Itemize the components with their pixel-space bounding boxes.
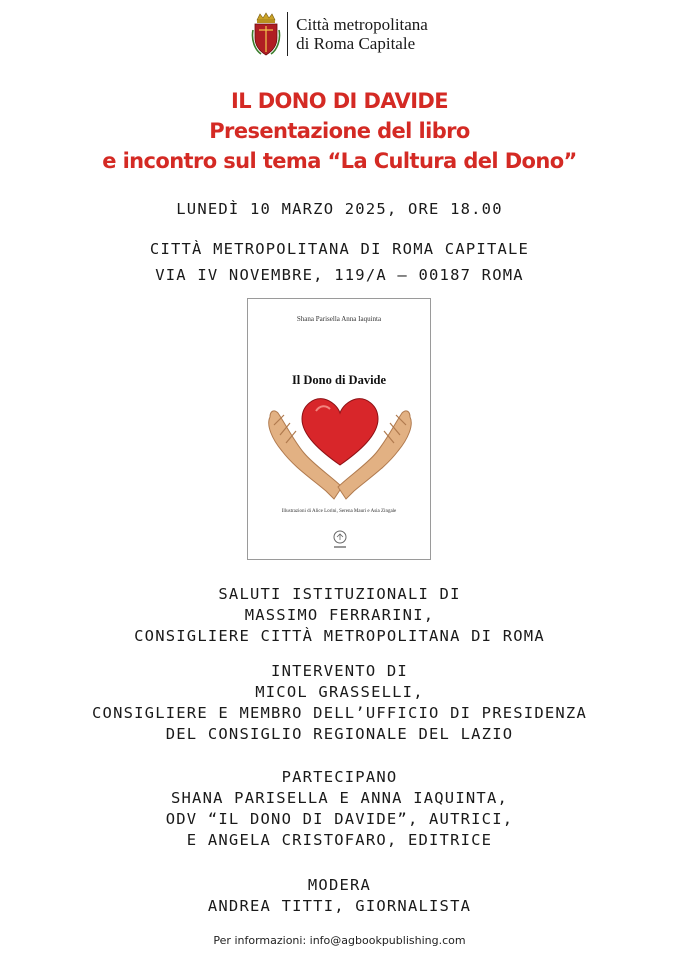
book-title-heading: IL DONO DI DAVIDE: [231, 89, 448, 113]
participants-section: [0, 767, 679, 851]
event-date: LUNEDÌ 10 MARZO 2025, ORE 18.00: [176, 200, 503, 218]
venue-name: CITTÀ METROPOLITANA DI ROMA CAPITALE: [149, 240, 530, 258]
greetings-label: SALUTI ISTITUZIONALI DI: [218, 585, 461, 603]
logo-line1: Città metropolitana: [296, 15, 428, 34]
institution-name: [296, 15, 428, 53]
book-cover-title: Il Dono di Davide: [291, 373, 387, 387]
venue-address: VIA IV NOVEMBRE, 119/A – 00187 ROMA: [155, 266, 524, 284]
intervention-speaker: MICOL GRASSELLI,: [255, 683, 424, 701]
institution-logo: [251, 10, 428, 58]
presentation-heading: Presentazione del libro: [209, 119, 470, 143]
greetings-section: [0, 584, 679, 647]
moderator-label: MODERA: [307, 876, 372, 894]
participants-publisher: E ANGELA CRISTOFARO, EDITRICE: [186, 831, 493, 849]
book-cover-authors: Shana Parisella Anna Iaquinta: [296, 315, 382, 323]
intervention-label: INTERVENTO DI: [271, 662, 408, 680]
publisher-logo-icon: [330, 529, 350, 551]
participants-label: PARTECIPANO: [281, 768, 398, 786]
logo-divider: [287, 12, 288, 56]
theme-heading: e incontro sul tema “La Cultura del Dono”: [102, 149, 577, 173]
contact-info: Per informazioni: info@agbookpublishing.com: [213, 934, 466, 947]
greetings-role: CONSIGLIERE CITTÀ METROPOLITANA DI ROMA: [134, 627, 545, 645]
moderator-section: [0, 875, 679, 917]
participants-organization: ODV “IL DONO DI DAVIDE”, AUTRICI,: [165, 810, 514, 828]
event-title-block: [0, 86, 679, 176]
rome-crest-icon: [251, 10, 281, 58]
moderator-name: ANDREA TITTI, GIORNALISTA: [207, 897, 472, 915]
book-cover-illustrators: Illustrazioni di Alice Lorini, Serena Mauri e Asia Zingale: [281, 509, 397, 514]
intervention-role-line2: DEL CONSIGLIO REGIONALE DEL LAZIO: [165, 725, 514, 743]
greetings-speaker: MASSIMO FERRARINI,: [244, 606, 435, 624]
intervention-role-line1: CONSIGLIERE E MEMBRO DELL’UFFICIO DI PRESIDENZA: [92, 704, 587, 722]
intervention-section: [0, 661, 679, 745]
participants-authors: SHANA PARISELLA E ANNA IAQUINTA,: [170, 789, 509, 807]
logo-line2: di Roma Capitale: [296, 34, 416, 53]
book-cover: [247, 298, 431, 560]
heart-in-hands-icon: [264, 395, 416, 503]
header: [0, 10, 679, 58]
